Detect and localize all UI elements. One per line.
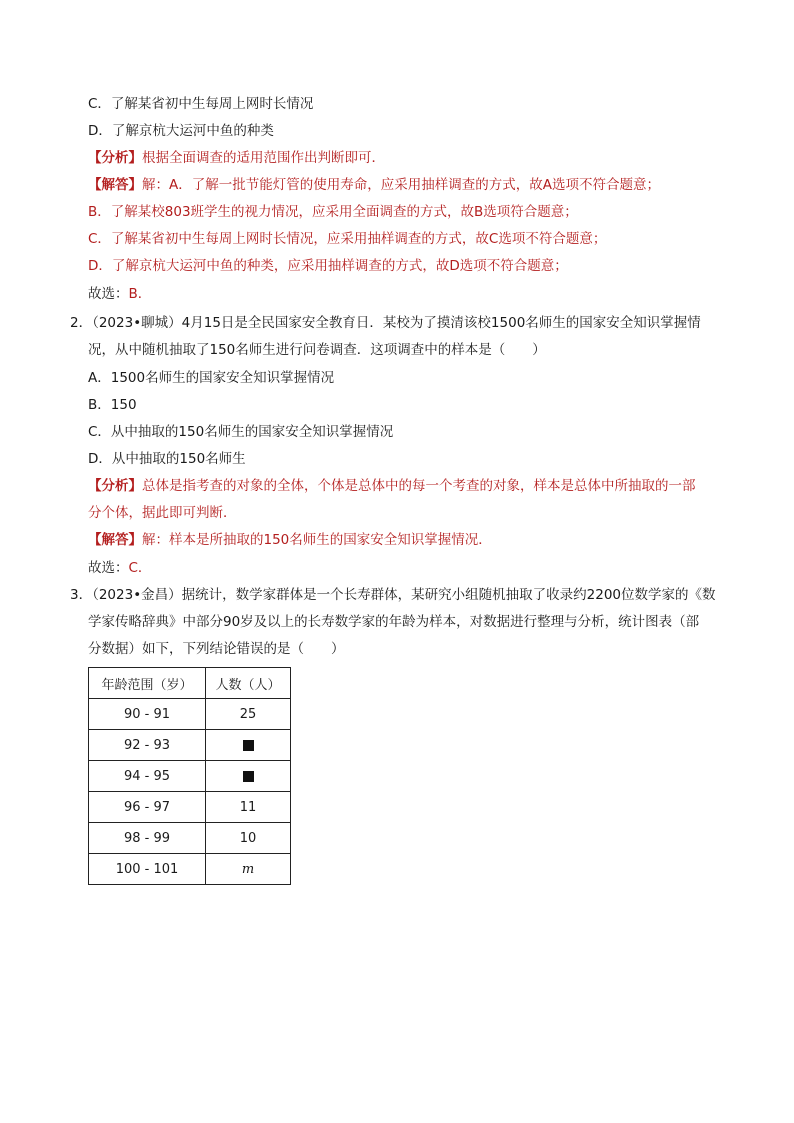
q3-stem-line-1: 3．（2023•金昌）据统计，数学家群体是一个长寿群体，某研究小组随机抽取了收录约2200位数学家的《数: [70, 587, 716, 603]
answer-letter: C．: [128, 560, 152, 576]
q2-option-a: A．1500名师生的国家安全知识掌握情况: [88, 370, 335, 386]
q1-solution-line-1: [88, 175, 660, 195]
analysis-text: 总体是指考查的对象的全体，个体是总体中的每一个考查的对象，样本是总体中所抽取的一部: [142, 478, 696, 494]
q2-option-c: C．从中抽取的150名师生的国家安全知识掌握情况: [88, 424, 394, 440]
age-range-cell: 98 - 99: [89, 823, 206, 854]
q2-answer: [88, 558, 151, 578]
analysis-tag: 【分析】: [88, 478, 142, 494]
table-row: [89, 823, 291, 854]
answer-letter: B．: [128, 286, 152, 302]
age-range-cell: 94 - 95: [89, 761, 206, 792]
q2-option-d: D．从中抽取的150名师生: [88, 451, 246, 467]
q1-option-c: C．了解某省初中生每周上网时长情况: [88, 96, 314, 112]
q1-solution-line-3: C．了解某省初中生每周上网时长情况，应采用抽样调查的方式，故C选项不符合题意；: [88, 231, 607, 247]
table-row: [89, 730, 291, 761]
count-cell-hidden: [206, 761, 291, 792]
answer-prefix: 故选：: [88, 286, 129, 302]
table-header-row: [89, 668, 291, 699]
q1-answer: [88, 284, 151, 304]
table-row: [89, 854, 291, 885]
q3-stem-line-3: 分数据）如下，下列结论错误的是（ ）: [88, 641, 345, 657]
count-cell: 25: [206, 699, 291, 730]
count-cell: 10: [206, 823, 291, 854]
age-range-cell: 92 - 93: [89, 730, 206, 761]
age-statistics-table: [88, 667, 291, 885]
count-cell: 11: [206, 792, 291, 823]
analysis-tag: 【分析】: [88, 150, 142, 166]
q1-solution-line-2: B．了解某校803班学生的视力情况，应采用全面调查的方式，故B选项符合题意；: [88, 204, 578, 220]
q2-stem-line-1: 2．（2023•聊城）4月15日是全民国家安全教育日．某校为了摸清该校1500名师生的国家安全知识掌握情: [70, 315, 701, 331]
solution-text: 解：A．了解一批节能灯管的使用寿命，应采用抽样调查的方式，故A选项不符合题意；: [142, 177, 660, 193]
q2-solution: [88, 530, 492, 550]
header-count: 人数（人）: [206, 668, 291, 699]
solution-tag: 【解答】: [88, 177, 142, 193]
count-cell-hidden: [206, 730, 291, 761]
count-cell: m: [206, 854, 291, 885]
age-range-cell: 90 - 91: [89, 699, 206, 730]
answer-prefix: 故选：: [88, 560, 129, 576]
q2-stem-line-2: 况，从中随机抽取了150名师生进行问卷调查．这项调查中的样本是（ ）: [88, 342, 546, 358]
analysis-text: 根据全面调查的适用范围作出判断即可．: [142, 150, 385, 166]
q3-stem-line-2: 学家传略辞典》中部分90岁及以上的长寿数学家的年龄为样本，对数据进行整理与分析，统计图表（部: [88, 614, 700, 630]
age-range-cell: 100 - 101: [89, 854, 206, 885]
q2-analysis-line-1: [88, 476, 696, 496]
age-range-cell: 96 - 97: [89, 792, 206, 823]
table-row: [89, 699, 291, 730]
q1-analysis: [88, 148, 385, 168]
solution-text: 解：样本是所抽取的150名师生的国家安全知识掌握情况．: [142, 532, 492, 548]
filled-square-icon: [243, 740, 254, 751]
header-age-range: 年龄范围（岁）: [89, 668, 206, 699]
q2-analysis-line-2: 分个体，据此即可判断．: [88, 505, 237, 521]
filled-square-icon: [243, 771, 254, 782]
table-row: [89, 761, 291, 792]
solution-tag: 【解答】: [88, 532, 142, 548]
q2-option-b: B．150: [88, 397, 137, 413]
table-row: [89, 792, 291, 823]
q1-option-d: D．了解京杭大运河中鱼的种类: [88, 123, 274, 139]
q1-solution-line-4: D．了解京杭大运河中鱼的种类，应采用抽样调查的方式，故D选项不符合题意；: [88, 258, 568, 274]
